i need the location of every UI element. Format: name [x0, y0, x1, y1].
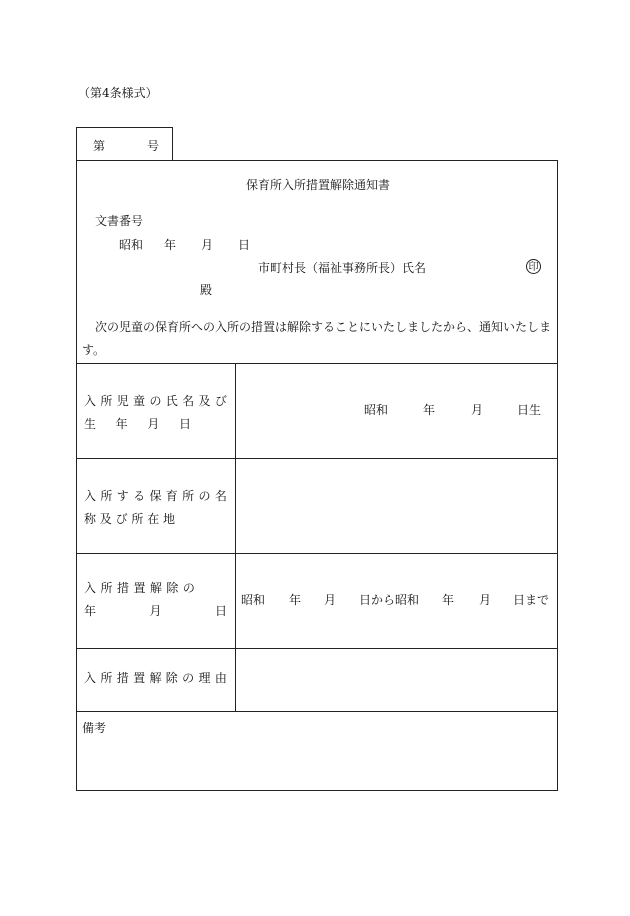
birth-month: 月 — [471, 403, 484, 417]
notice-form — [76, 160, 558, 791]
label-char: 育 — [165, 489, 178, 503]
label-char: 年 — [115, 417, 128, 431]
label-char: 所 — [131, 512, 144, 526]
label-char: び — [115, 512, 128, 526]
label-char: 所 — [100, 671, 113, 685]
label-char: 解 — [149, 581, 162, 595]
label-char: 日 — [214, 604, 227, 618]
date-year: 年 — [164, 238, 177, 252]
label-char: 措 — [116, 581, 129, 595]
date-era: 昭和 — [119, 238, 144, 252]
label-char: 称 — [84, 512, 97, 526]
label-char: 入 — [84, 394, 97, 408]
label-char: の — [149, 394, 162, 408]
label-char: の — [182, 671, 195, 685]
label-char: 所 — [182, 489, 195, 503]
label-char: 理 — [198, 671, 211, 685]
row-divider — [76, 458, 558, 459]
date-day: 日 — [238, 238, 251, 252]
row-divider — [76, 711, 558, 712]
label-char: 所 — [100, 394, 113, 408]
label-char: 名 — [182, 394, 195, 408]
child-name-label-line2 — [84, 415, 191, 432]
birth-year: 年 — [423, 403, 436, 417]
label-char: 入 — [84, 671, 97, 685]
period-end-day: 日まで — [513, 593, 550, 607]
label-char: 氏 — [165, 394, 178, 408]
date-month: 月 — [201, 238, 214, 252]
label-char: 児 — [116, 394, 129, 408]
label-char: 入 — [84, 581, 97, 595]
form-title: 保育所入所措置解除通知書 — [246, 178, 391, 192]
facility-label-line2 — [84, 510, 175, 527]
label-char: 所 — [100, 581, 113, 595]
row-divider — [76, 553, 558, 554]
document-number-label: 文書番号 — [95, 214, 144, 228]
label-char: の — [182, 581, 195, 595]
label-char: 及 — [99, 512, 112, 526]
label-char: 童 — [133, 394, 146, 408]
label-char: 在 — [147, 512, 160, 526]
label-char: 置 — [133, 581, 146, 595]
label-char: 除 — [165, 671, 178, 685]
label-char: す — [116, 489, 129, 503]
label-char: び — [214, 394, 227, 408]
label-char: 置 — [133, 671, 146, 685]
number-go: 号 — [147, 139, 160, 153]
release-date-label-line2 — [84, 602, 227, 619]
remarks-label: 備考 — [82, 721, 107, 735]
birth-era: 昭和 — [364, 403, 389, 417]
period-end-year: 年 — [442, 593, 455, 607]
recipient-honorific: 殿 — [200, 283, 213, 297]
period-start-year: 年 — [289, 593, 302, 607]
form-number-label: （第4条様式） — [78, 86, 158, 100]
label-char: 名 — [214, 489, 227, 503]
label-char: 所 — [100, 489, 113, 503]
document-number-box — [76, 127, 173, 161]
notice-text-line2: す。 — [82, 343, 106, 357]
section-divider — [76, 363, 558, 364]
period-end-month: 月 — [479, 593, 492, 607]
label-char: 解 — [149, 671, 162, 685]
facility-label-line1 — [84, 487, 227, 504]
label-char: 月 — [147, 417, 160, 431]
release-reason-label — [84, 669, 227, 686]
label-char: 除 — [166, 581, 179, 595]
label-char: 措 — [116, 671, 129, 685]
period-start-era: 昭和 — [241, 593, 266, 607]
label-char: 入 — [84, 489, 97, 503]
label-char: 日 — [178, 417, 191, 431]
column-divider — [235, 363, 236, 711]
birth-day: 日生 — [517, 403, 542, 417]
seal-mark: 印 — [526, 259, 541, 274]
issuer-name-line: 市町村長（福祉事務所長）氏名 — [258, 261, 427, 275]
period-start-month: 月 — [324, 593, 337, 607]
notice-text-line1: 次の児童の保育所への入所の措置は解除することにいたしましたから、通知いたしま — [95, 320, 552, 334]
label-char: 地 — [162, 512, 175, 526]
label-char: 生 — [84, 417, 97, 431]
label-char: 月 — [149, 604, 162, 618]
label-char: る — [133, 489, 146, 503]
child-name-label-line1 — [84, 392, 227, 409]
label-char: 保 — [149, 489, 162, 503]
row-divider — [76, 648, 558, 649]
release-date-label-line1 — [84, 579, 195, 596]
label-char: 年 — [84, 604, 97, 618]
period-start-day-and-end-era: 日から昭和 — [359, 593, 420, 607]
label-char: の — [198, 489, 211, 503]
label-char: 由 — [214, 671, 227, 685]
number-dai: 第 — [93, 139, 106, 153]
label-char: 及 — [198, 394, 211, 408]
